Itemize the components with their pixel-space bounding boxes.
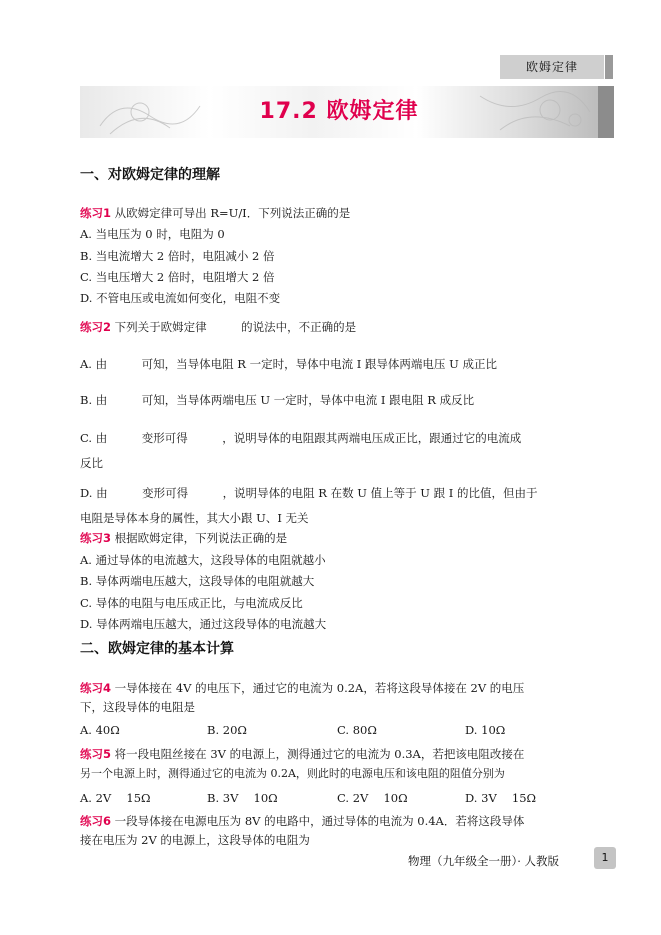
exercise-2-stem: 下列关于欧姆定律 的说法中，不正确的是 (114, 320, 357, 334)
exercise-5-option-b: B. 3V 10Ω (207, 791, 278, 805)
page-number: 1 (594, 847, 616, 869)
exercise-4-option-d: D. 10Ω (465, 723, 506, 737)
exercise-2-option-c-cont: 反比 (80, 456, 103, 470)
title-banner-edge (598, 86, 614, 138)
section-heading-2: 二、欧姆定律的基本计算 (80, 641, 234, 657)
exercise-5-option-a: A. 2V 15Ω (80, 791, 151, 805)
exercise-2-label: 练习2 (80, 320, 112, 334)
exercise-3-option-a: A. 通过导体的电流越大，这段导体的电阻就越小 (80, 553, 326, 567)
exercise-1-label: 练习1 (80, 206, 112, 220)
exercise-1-option-a: A. 当电压为 0 时，电阻为 0 (80, 227, 225, 241)
chapter-tab-edge (605, 55, 613, 79)
exercise-6-question (80, 813, 524, 829)
exercise-2-option-d-cont: 电阻是导体本身的属性，其大小跟 U、I 无关 (80, 511, 309, 525)
exercise-1-option-d: D. 不管电压或电流如何变化，电阻不变 (80, 291, 281, 305)
exercise-6-label: 练习6 (80, 814, 112, 828)
exercise-1-question (80, 205, 350, 221)
exercise-5-option-c: C. 2V 10Ω (337, 791, 408, 805)
exercise-4-question (80, 680, 524, 696)
exercise-2-question (80, 319, 356, 335)
exercise-4-option-b: B. 20Ω (207, 723, 247, 737)
exercise-1-stem: 从欧姆定律可导出 R=U/I．下列说法正确的是 (114, 206, 351, 220)
footer-book-title: 物理（九年级全一册）· 人教版 (408, 854, 560, 868)
exercise-3-question (80, 530, 287, 546)
exercise-6-stem-cont: 接在电压为 2V 的电源上，这段导体的电阻为 (80, 833, 310, 847)
exercise-2-option-d: D. 由 变形可得 ，说明导体的电阻 R 在数 U 值上等于 U 跟 I 的比值，但由于 (80, 486, 538, 500)
exercise-5-option-d: D. 3V 15Ω (465, 791, 537, 805)
exercise-5-question (80, 746, 524, 762)
exercise-3-stem: 根据欧姆定律，下列说法正确的是 (114, 531, 288, 545)
exercise-3-option-b: B. 导体两端电压越大，这段导体的电阻就越大 (80, 574, 315, 588)
exercise-6-stem: 一段导体接在电源电压为 8V 的电路中，通过导体的电流为 0.4A．若将这段导体 (114, 814, 525, 828)
exercise-3-label: 练习3 (80, 531, 112, 545)
exercise-2-option-a: A. 由 可知，当导体电阻 R 一定时，导体中电流 I 跟导体两端电压 U 成正比 (80, 357, 497, 371)
exercise-3-option-c: C. 导体的电阻与电压成正比，与电流成反比 (80, 596, 303, 610)
exercise-1-option-c: C. 当电压增大 2 倍时，电阻增大 2 倍 (80, 270, 275, 284)
exercise-1-option-b: B. 当电流增大 2 倍时，电阻减小 2 倍 (80, 249, 275, 263)
page-title: 17.2 欧姆定律 (259, 99, 419, 124)
exercise-4-stem: 一导体接在 4V 的电压下，通过它的电流为 0.2A，若将这段导体接在 2V 的电压 (114, 681, 525, 695)
exercise-2-option-c: C. 由 变形可得 ，说明导体的电阻跟其两端电压成正比，跟通过它的电流成 (80, 431, 522, 445)
exercise-4-label: 练习4 (80, 681, 112, 695)
exercise-3-option-d: D. 导体两端电压越大，通过这段导体的电流越大 (80, 617, 327, 631)
exercise-5-label: 练习5 (80, 747, 112, 761)
chapter-tab: 欧姆定律 (500, 55, 604, 79)
exercise-4-stem-cont: 下，这段导体的电阻是 (80, 700, 195, 714)
section-heading-1: 一、对欧姆定律的理解 (80, 167, 220, 183)
exercise-4-option-c: C. 80Ω (337, 723, 377, 737)
exercise-5-stem: 将一段电阻丝接在 3V 的电源上，测得通过它的电流为 0.3A，若把该电阻改接在 (114, 747, 525, 761)
exercise-5-stem-cont: 另一个电源上时，测得通过它的电流为 0.2A，则此时的电源电压和该电阻的阻值分别为 (80, 767, 505, 780)
exercise-2-option-b: B. 由 可知，当导体两端电压 U 一定时，导体中电流 I 跟电阻 R 成反比 (80, 393, 475, 407)
exercise-4-option-a: A. 40Ω (80, 723, 120, 737)
